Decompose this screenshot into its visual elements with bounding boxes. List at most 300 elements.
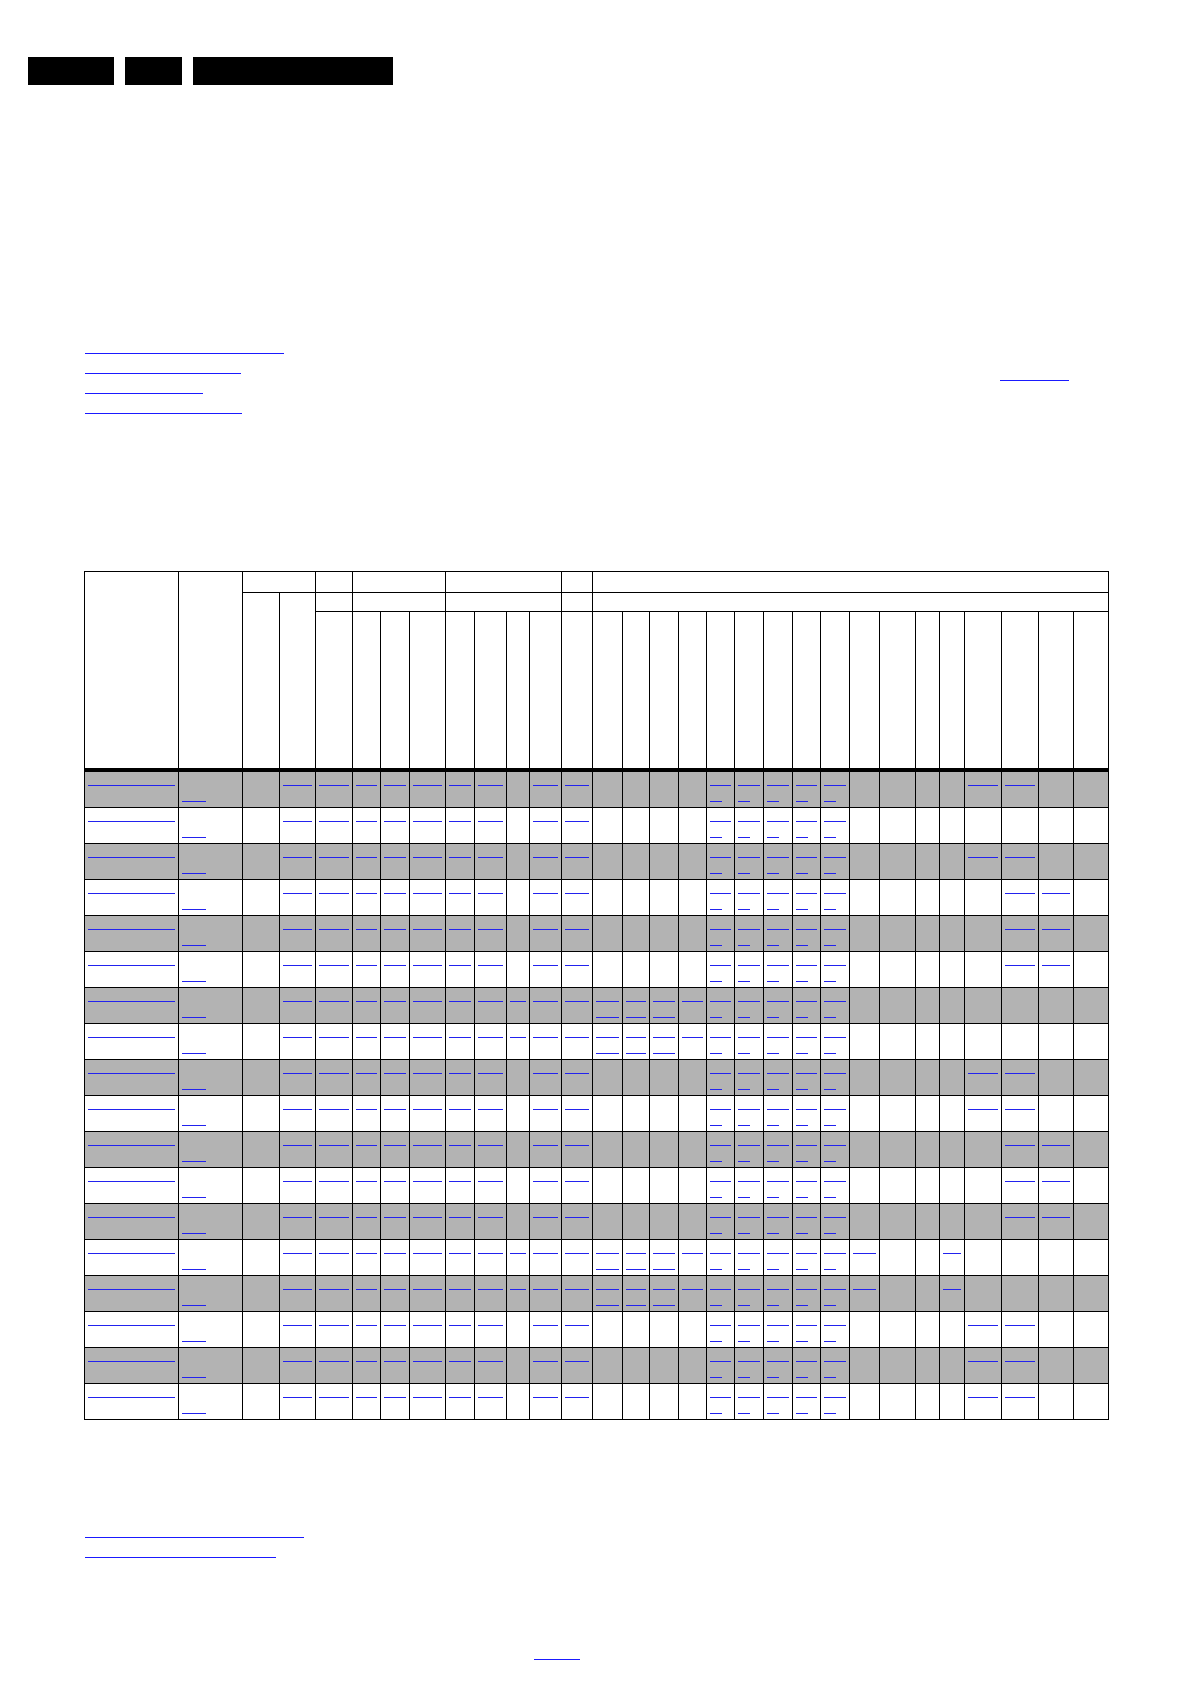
cell-link[interactable]	[283, 1037, 312, 1038]
cell-link[interactable]	[824, 1377, 836, 1378]
cell-link[interactable]	[356, 1289, 377, 1290]
cell-link[interactable]	[710, 909, 722, 910]
cell-link[interactable]	[384, 1217, 406, 1218]
cell-link[interactable]	[88, 893, 175, 894]
cell-link[interactable]	[710, 1053, 722, 1054]
cell-link[interactable]	[968, 1325, 998, 1326]
cell-link[interactable]	[565, 893, 589, 894]
cell-link[interactable]	[824, 1305, 836, 1306]
cell-link[interactable]	[710, 1325, 731, 1326]
cell-link[interactable]	[88, 821, 175, 822]
cell-link[interactable]	[710, 1413, 722, 1414]
cell-link[interactable]	[738, 1073, 760, 1074]
cell-link[interactable]	[796, 1341, 808, 1342]
cell-link[interactable]	[596, 1269, 619, 1270]
cell-link[interactable]	[824, 1413, 836, 1414]
cell-link[interactable]	[596, 1253, 619, 1254]
cell-link[interactable]	[767, 1361, 789, 1362]
cell-link[interactable]	[796, 821, 817, 822]
cell-link[interactable]	[596, 1053, 619, 1054]
cell-link[interactable]	[796, 1109, 817, 1110]
cell-link[interactable]	[319, 965, 349, 966]
cell-link[interactable]	[767, 1109, 789, 1110]
cell-link[interactable]	[796, 1253, 817, 1254]
cell-link[interactable]	[738, 1161, 750, 1162]
cell-link[interactable]	[182, 1197, 206, 1198]
cell-link[interactable]	[384, 857, 406, 858]
cell-link[interactable]	[449, 1037, 471, 1038]
cell-link[interactable]	[824, 1017, 836, 1018]
cell-link[interactable]	[88, 1073, 175, 1074]
cell-link[interactable]	[738, 1017, 750, 1018]
cell-link[interactable]	[182, 1377, 206, 1378]
cell-link[interactable]	[968, 1073, 998, 1074]
cell-link[interactable]	[824, 965, 846, 966]
cell-link[interactable]	[968, 857, 998, 858]
cell-link[interactable]	[824, 1361, 846, 1362]
footer-link-2[interactable]	[85, 1557, 276, 1558]
cell-link[interactable]	[449, 857, 471, 858]
cell-link[interactable]	[478, 1109, 503, 1110]
cell-link[interactable]	[182, 1053, 206, 1054]
cell-link[interactable]	[682, 1289, 703, 1290]
cell-link[interactable]	[738, 821, 760, 822]
cell-link[interactable]	[596, 1305, 619, 1306]
cell-link[interactable]	[767, 1253, 789, 1254]
cell-link[interactable]	[384, 1001, 406, 1002]
intro-link-2[interactable]	[85, 373, 241, 374]
cell-link[interactable]	[1005, 857, 1035, 858]
cell-link[interactable]	[796, 1377, 808, 1378]
cell-link[interactable]	[767, 1089, 779, 1090]
cell-link[interactable]	[710, 1361, 731, 1362]
cell-link[interactable]	[356, 1325, 377, 1326]
cell-link[interactable]	[565, 1037, 589, 1038]
cell-link[interactable]	[968, 785, 998, 786]
cell-link[interactable]	[824, 1037, 846, 1038]
cell-link[interactable]	[710, 1397, 731, 1398]
cell-link[interactable]	[1042, 1217, 1070, 1218]
cell-link[interactable]	[283, 1001, 312, 1002]
cell-link[interactable]	[1005, 929, 1035, 930]
cell-link[interactable]	[824, 1233, 836, 1234]
cell-link[interactable]	[384, 1325, 406, 1326]
cell-link[interactable]	[413, 857, 442, 858]
cell-link[interactable]	[738, 857, 760, 858]
cell-link[interactable]	[533, 785, 558, 786]
cell-link[interactable]	[710, 1109, 731, 1110]
cell-link[interactable]	[653, 1053, 675, 1054]
intro-link-3[interactable]	[85, 393, 203, 394]
cell-link[interactable]	[182, 1269, 206, 1270]
cell-link[interactable]	[283, 857, 312, 858]
cell-link[interactable]	[682, 1037, 703, 1038]
cell-link[interactable]	[533, 1253, 558, 1254]
cell-link[interactable]	[182, 1125, 206, 1126]
cell-link[interactable]	[384, 1253, 406, 1254]
cell-link[interactable]	[796, 1001, 817, 1002]
cell-link[interactable]	[710, 965, 731, 966]
cell-link[interactable]	[796, 965, 817, 966]
cell-link[interactable]	[738, 1269, 750, 1270]
cell-link[interactable]	[738, 1145, 760, 1146]
cell-link[interactable]	[356, 1073, 377, 1074]
cell-link[interactable]	[968, 1361, 998, 1362]
cell-link[interactable]	[533, 893, 558, 894]
cell-link[interactable]	[767, 801, 779, 802]
cell-link[interactable]	[738, 1305, 750, 1306]
cell-link[interactable]	[796, 1145, 817, 1146]
intro-link-right[interactable]	[1000, 380, 1069, 381]
cell-link[interactable]	[767, 821, 789, 822]
cell-link[interactable]	[356, 965, 377, 966]
cell-link[interactable]	[796, 801, 808, 802]
cell-link[interactable]	[88, 1289, 175, 1290]
cell-link[interactable]	[182, 945, 206, 946]
cell-link[interactable]	[796, 1089, 808, 1090]
cell-link[interactable]	[710, 945, 722, 946]
cell-link[interactable]	[182, 1089, 206, 1090]
cell-link[interactable]	[796, 1161, 808, 1162]
cell-link[interactable]	[565, 965, 589, 966]
cell-link[interactable]	[653, 1305, 675, 1306]
cell-link[interactable]	[710, 857, 731, 858]
cell-link[interactable]	[796, 1233, 808, 1234]
cell-link[interactable]	[710, 1341, 722, 1342]
cell-link[interactable]	[738, 1361, 760, 1362]
cell-link[interactable]	[738, 1413, 750, 1414]
cell-link[interactable]	[510, 1253, 526, 1254]
cell-link[interactable]	[738, 785, 760, 786]
cell-link[interactable]	[796, 1053, 808, 1054]
cell-link[interactable]	[767, 1037, 789, 1038]
cell-link[interactable]	[1005, 1217, 1035, 1218]
cell-link[interactable]	[384, 1145, 406, 1146]
cell-link[interactable]	[478, 1073, 503, 1074]
cell-link[interactable]	[356, 1181, 377, 1182]
cell-link[interactable]	[319, 893, 349, 894]
cell-link[interactable]	[596, 1037, 619, 1038]
cell-link[interactable]	[88, 1145, 175, 1146]
cell-link[interactable]	[710, 1269, 722, 1270]
cell-link[interactable]	[1042, 929, 1070, 930]
cell-link[interactable]	[710, 821, 731, 822]
cell-link[interactable]	[738, 929, 760, 930]
cell-link[interactable]	[88, 1253, 175, 1254]
cell-link[interactable]	[710, 1197, 722, 1198]
cell-link[interactable]	[738, 1125, 750, 1126]
cell-link[interactable]	[738, 801, 750, 802]
cell-link[interactable]	[565, 821, 589, 822]
cell-link[interactable]	[356, 785, 377, 786]
cell-link[interactable]	[478, 785, 503, 786]
footer-link-1[interactable]	[85, 1537, 304, 1538]
cell-link[interactable]	[796, 1269, 808, 1270]
cell-link[interactable]	[413, 965, 442, 966]
cell-link[interactable]	[413, 821, 442, 822]
cell-link[interactable]	[710, 1145, 731, 1146]
cell-link[interactable]	[767, 1073, 789, 1074]
cell-link[interactable]	[319, 785, 349, 786]
cell-link[interactable]	[738, 1233, 750, 1234]
cell-link[interactable]	[413, 1397, 442, 1398]
cell-link[interactable]	[449, 1289, 471, 1290]
cell-link[interactable]	[182, 1233, 206, 1234]
cell-link[interactable]	[533, 1109, 558, 1110]
cell-link[interactable]	[796, 873, 808, 874]
cell-link[interactable]	[796, 1125, 808, 1126]
cell-link[interactable]	[824, 1073, 846, 1074]
cell-link[interactable]	[356, 1397, 377, 1398]
cell-link[interactable]	[283, 929, 312, 930]
cell-link[interactable]	[767, 1289, 789, 1290]
cell-link[interactable]	[182, 1161, 206, 1162]
cell-link[interactable]	[796, 785, 817, 786]
cell-link[interactable]	[384, 821, 406, 822]
cell-link[interactable]	[478, 965, 503, 966]
cell-link[interactable]	[510, 1037, 526, 1038]
cell-link[interactable]	[478, 1145, 503, 1146]
cell-link[interactable]	[413, 1145, 442, 1146]
cell-link[interactable]	[565, 1181, 589, 1182]
cell-link[interactable]	[738, 1289, 760, 1290]
cell-link[interactable]	[767, 981, 779, 982]
cell-link[interactable]	[738, 837, 750, 838]
cell-link[interactable]	[767, 945, 779, 946]
cell-link[interactable]	[738, 893, 760, 894]
cell-link[interactable]	[533, 1145, 558, 1146]
cell-link[interactable]	[738, 1089, 750, 1090]
cell-link[interactable]	[626, 1037, 646, 1038]
cell-link[interactable]	[533, 1001, 558, 1002]
cell-link[interactable]	[478, 1289, 503, 1290]
cell-link[interactable]	[413, 1253, 442, 1254]
cell-link[interactable]	[384, 1289, 406, 1290]
cell-link[interactable]	[767, 929, 789, 930]
cell-link[interactable]	[796, 837, 808, 838]
cell-link[interactable]	[88, 1325, 175, 1326]
cell-link[interactable]	[710, 1181, 731, 1182]
cell-link[interactable]	[767, 1377, 779, 1378]
cell-link[interactable]	[738, 1053, 750, 1054]
cell-link[interactable]	[565, 1073, 589, 1074]
cell-link[interactable]	[824, 929, 846, 930]
cell-link[interactable]	[356, 1253, 377, 1254]
cell-link[interactable]	[710, 873, 722, 874]
cell-link[interactable]	[767, 785, 789, 786]
cell-link[interactable]	[182, 981, 206, 982]
cell-link[interactable]	[710, 801, 722, 802]
cell-link[interactable]	[796, 1217, 817, 1218]
cell-link[interactable]	[824, 1001, 846, 1002]
cell-link[interactable]	[413, 929, 442, 930]
cell-link[interactable]	[283, 1073, 312, 1074]
cell-link[interactable]	[565, 1109, 589, 1110]
cell-link[interactable]	[767, 1413, 779, 1414]
cell-link[interactable]	[710, 1161, 722, 1162]
cell-link[interactable]	[738, 1181, 760, 1182]
cell-link[interactable]	[319, 1181, 349, 1182]
cell-link[interactable]	[824, 785, 846, 786]
cell-link[interactable]	[283, 1145, 312, 1146]
cell-link[interactable]	[626, 1253, 646, 1254]
cell-link[interactable]	[710, 837, 722, 838]
cell-link[interactable]	[319, 1289, 349, 1290]
cell-link[interactable]	[1042, 965, 1070, 966]
cell-link[interactable]	[356, 1109, 377, 1110]
cell-link[interactable]	[710, 1037, 731, 1038]
cell-link[interactable]	[449, 1253, 471, 1254]
cell-link[interactable]	[384, 893, 406, 894]
cell-link[interactable]	[824, 801, 836, 802]
cell-link[interactable]	[182, 1413, 206, 1414]
cell-link[interactable]	[533, 857, 558, 858]
cell-link[interactable]	[853, 1253, 876, 1254]
cell-link[interactable]	[449, 1001, 471, 1002]
cell-link[interactable]	[283, 893, 312, 894]
cell-link[interactable]	[796, 1289, 817, 1290]
cell-link[interactable]	[653, 1289, 675, 1290]
cell-link[interactable]	[738, 965, 760, 966]
cell-link[interactable]	[283, 821, 312, 822]
cell-link[interactable]	[565, 1289, 589, 1290]
cell-link[interactable]	[384, 1037, 406, 1038]
cell-link[interactable]	[449, 1361, 471, 1362]
cell-link[interactable]	[767, 1053, 779, 1054]
cell-link[interactable]	[356, 1001, 377, 1002]
cell-link[interactable]	[710, 1125, 722, 1126]
cell-link[interactable]	[319, 1145, 349, 1146]
cell-link[interactable]	[565, 785, 589, 786]
cell-link[interactable]	[413, 1001, 442, 1002]
cell-link[interactable]	[710, 1073, 731, 1074]
cell-link[interactable]	[796, 1197, 808, 1198]
cell-link[interactable]	[824, 1181, 846, 1182]
cell-link[interactable]	[319, 1361, 349, 1362]
cell-link[interactable]	[478, 1181, 503, 1182]
cell-link[interactable]	[182, 1017, 206, 1018]
cell-link[interactable]	[283, 1397, 312, 1398]
cell-link[interactable]	[413, 1037, 442, 1038]
cell-link[interactable]	[767, 1269, 779, 1270]
cell-link[interactable]	[449, 929, 471, 930]
cell-link[interactable]	[710, 1233, 722, 1234]
cell-link[interactable]	[283, 785, 312, 786]
cell-link[interactable]	[356, 929, 377, 930]
cell-link[interactable]	[413, 1325, 442, 1326]
cell-link[interactable]	[413, 1361, 442, 1362]
cell-link[interactable]	[738, 981, 750, 982]
cell-link[interactable]	[738, 1397, 760, 1398]
cell-link[interactable]	[943, 1289, 961, 1290]
cell-link[interactable]	[478, 821, 503, 822]
cell-link[interactable]	[824, 1197, 836, 1198]
cell-link[interactable]	[533, 1289, 558, 1290]
cell-link[interactable]	[738, 1253, 760, 1254]
cell-link[interactable]	[824, 909, 836, 910]
cell-link[interactable]	[88, 857, 175, 858]
cell-link[interactable]	[626, 1305, 646, 1306]
cell-link[interactable]	[449, 1217, 471, 1218]
cell-link[interactable]	[943, 1253, 961, 1254]
cell-link[interactable]	[1005, 1325, 1035, 1326]
cell-link[interactable]	[356, 1145, 377, 1146]
cell-link[interactable]	[824, 981, 836, 982]
cell-link[interactable]	[738, 1197, 750, 1198]
cell-link[interactable]	[738, 1037, 760, 1038]
cell-link[interactable]	[283, 965, 312, 966]
cell-link[interactable]	[824, 1341, 836, 1342]
cell-link[interactable]	[384, 965, 406, 966]
cell-link[interactable]	[710, 1253, 731, 1254]
cell-link[interactable]	[767, 837, 779, 838]
cell-link[interactable]	[1005, 785, 1035, 786]
cell-link[interactable]	[449, 1073, 471, 1074]
cell-link[interactable]	[767, 857, 789, 858]
cell-link[interactable]	[767, 1341, 779, 1342]
cell-link[interactable]	[738, 1341, 750, 1342]
cell-link[interactable]	[682, 1001, 703, 1002]
cell-link[interactable]	[710, 1017, 722, 1018]
cell-link[interactable]	[449, 893, 471, 894]
cell-link[interactable]	[384, 929, 406, 930]
cell-link[interactable]	[1005, 1109, 1035, 1110]
cell-link[interactable]	[1042, 893, 1070, 894]
cell-link[interactable]	[824, 1145, 846, 1146]
cell-link[interactable]	[356, 821, 377, 822]
cell-link[interactable]	[413, 1109, 442, 1110]
cell-link[interactable]	[1005, 1181, 1035, 1182]
cell-link[interactable]	[533, 929, 558, 930]
cell-link[interactable]	[449, 965, 471, 966]
cell-link[interactable]	[767, 1145, 789, 1146]
cell-link[interactable]	[565, 1253, 589, 1254]
cell-link[interactable]	[824, 1109, 846, 1110]
cell-link[interactable]	[853, 1289, 876, 1290]
cell-link[interactable]	[88, 929, 175, 930]
cell-link[interactable]	[88, 1361, 175, 1362]
cell-link[interactable]	[738, 873, 750, 874]
cell-link[interactable]	[319, 1001, 349, 1002]
cell-link[interactable]	[1042, 1181, 1070, 1182]
cell-link[interactable]	[1005, 1073, 1035, 1074]
cell-link[interactable]	[413, 893, 442, 894]
cell-link[interactable]	[824, 837, 836, 838]
cell-link[interactable]	[767, 1125, 779, 1126]
cell-link[interactable]	[653, 1253, 675, 1254]
cell-link[interactable]	[478, 1253, 503, 1254]
cell-link[interactable]	[710, 1305, 722, 1306]
cell-link[interactable]	[182, 873, 206, 874]
cell-link[interactable]	[319, 1397, 349, 1398]
cell-link[interactable]	[824, 1253, 846, 1254]
cell-link[interactable]	[565, 929, 589, 930]
cell-link[interactable]	[182, 837, 206, 838]
cell-link[interactable]	[824, 945, 836, 946]
cell-link[interactable]	[796, 1073, 817, 1074]
cell-link[interactable]	[710, 785, 731, 786]
cell-link[interactable]	[1005, 965, 1035, 966]
cell-link[interactable]	[88, 965, 175, 966]
cell-link[interactable]	[182, 909, 206, 910]
cell-link[interactable]	[796, 981, 808, 982]
cell-link[interactable]	[824, 873, 836, 874]
cell-link[interactable]	[796, 909, 808, 910]
cell-link[interactable]	[796, 1305, 808, 1306]
cell-link[interactable]	[88, 1037, 175, 1038]
cell-link[interactable]	[565, 1325, 589, 1326]
cell-link[interactable]	[533, 1181, 558, 1182]
